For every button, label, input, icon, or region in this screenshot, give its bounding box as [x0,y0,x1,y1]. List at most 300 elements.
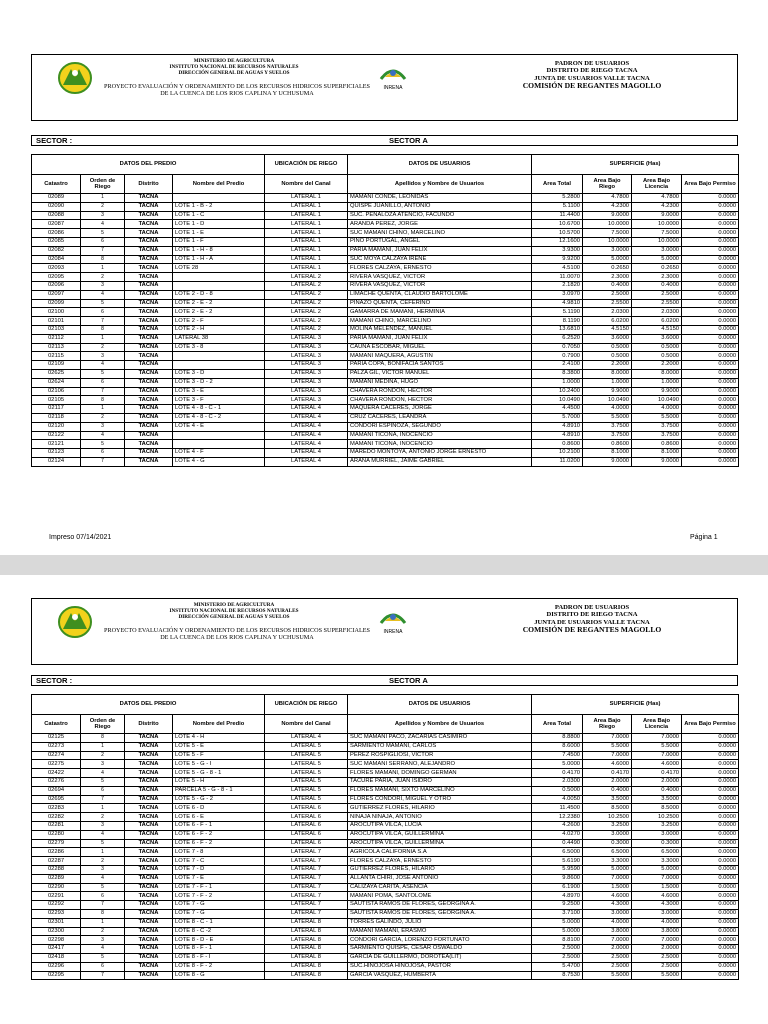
cell-distrito: TACNA [125,909,173,918]
cell-nombre-canal: LATERAL 3 [265,352,348,361]
cell-area-total: 5.9590 [532,865,583,874]
cell-area-licencia: 2.0300 [632,308,682,317]
cell-catastro: 02088 [32,211,81,220]
cell-catastro: 02123 [32,449,81,458]
cell-nombre-predio: LOTE 7 - D [173,865,265,874]
cell-distrito: TACNA [125,804,173,813]
cell-catastro: 02112 [32,334,81,343]
cell-catastro: 02276 [32,777,81,786]
cell-nombre-canal: LATERAL 5 [265,751,348,760]
cell-nombre-predio: LOTE 8 - G [173,971,265,980]
table-row [32,953,739,962]
cell-area-licencia: 3.7500 [632,422,682,431]
cell-catastro: 02281 [32,821,81,830]
cell-usuario: AGRICOLA CALIFORNIA S.A [348,848,532,857]
cell-area-total: 4.5100 [532,264,583,273]
distrito-text: DISTRITO DE RIEGO TACNA [546,67,638,75]
cell-distrito: TACNA [125,839,173,848]
cell-nombre-canal: LATERAL 4 [265,413,348,422]
cell-nombre-canal: LATERAL 7 [265,892,348,901]
cell-orden: 3 [81,865,125,874]
cell-area-riego: 10.0000 [583,237,632,246]
cell-distrito: TACNA [125,378,173,387]
cell-usuario: AROCUTIPA VILCA, GUILLERMINA [348,839,532,848]
cell-area-permiso: 0.0000 [682,387,739,396]
cell-catastro: 02624 [32,378,81,387]
cell-nombre-predio: LOTE 4 - 8 - C - 2 [173,413,265,422]
col-usuario: Apellidos y Nombre de Usuarios [348,715,532,734]
cell-area-riego: 7.0000 [583,734,632,743]
cell-nombre-canal: LATERAL 7 [265,883,348,892]
cell-nombre-predio: LOTE 7 - C [173,857,265,866]
cell-area-total: 8.7530 [532,971,583,980]
cell-catastro: 02286 [32,848,81,857]
cell-area-riego: 7.0000 [583,936,632,945]
cell-distrito: TACNA [125,405,173,414]
table-row [32,334,739,343]
cell-area-permiso: 0.0000 [682,857,739,866]
cell-area-licencia: 4.0000 [632,405,682,414]
cell-usuario: CALIZAYA CARITA, ASENCIA [348,883,532,892]
cell-area-licencia: 4.6000 [632,760,682,769]
cell-usuario: CONDORI GARCIA, LORENZO FORTUNATO [348,936,532,945]
cell-area-permiso: 0.0000 [682,813,739,822]
cell-area-total: 3.7100 [532,909,583,918]
cell-catastro: 02106 [32,387,81,396]
col-area-licencia: Area Bajo Licencia [632,175,682,194]
cell-area-total: 5.0000 [532,927,583,936]
cell-usuario: MAMANI CHINO, MARCELINO [348,317,532,326]
cell-area-licencia: 4.5150 [632,325,682,334]
report-page-2 [0,575,768,1024]
cell-nombre-predio: LOTE 7 - E [173,874,265,883]
cell-orden: 8 [81,325,125,334]
cell-nombre-predio [173,440,265,449]
cell-usuario: SUC MAMANI PACO, ZACARIAS CASIMIRO [348,734,532,743]
cell-orden: 5 [81,777,125,786]
cell-area-licencia: 0.4000 [632,786,682,795]
table-row [32,883,739,892]
cell-orden: 5 [81,953,125,962]
col-orden: Orden de Riego [81,715,125,734]
cell-usuario: FLORES CALZAYA, ERNESTO [348,857,532,866]
cell-area-licencia: 5.0000 [632,865,682,874]
cell-nombre-predio [173,361,265,370]
cell-nombre-canal: LATERAL 7 [265,901,348,910]
table-row [32,936,739,945]
cell-area-permiso: 0.0000 [682,352,739,361]
cell-usuario: FLORES MAMANI, DOMINGO GERMAN [348,769,532,778]
cell-area-riego: 9.0000 [583,457,632,466]
cell-area-riego: 6.5000 [583,848,632,857]
cell-usuario: PEREZ ROSPIGLIOSI, VICTOR [348,751,532,760]
table-row [32,325,739,334]
cell-orden: 4 [81,431,125,440]
cell-nombre-canal: LATERAL 7 [265,874,348,883]
table-row [32,255,739,264]
ministerio-text: MINISTERIO DE AGRICULTURA [193,58,275,64]
cell-area-riego: 5.5000 [583,742,632,751]
cell-usuario: PALZA GIL, VICTOR MANUEL [348,369,532,378]
cell-catastro: 02288 [32,865,81,874]
cell-nombre-predio: PARCELA 5 - G - 8 - 1 [173,786,265,795]
cell-orden: 4 [81,769,125,778]
cell-nombre-canal: LATERAL 1 [265,237,348,246]
cell-area-total: 5.6190 [532,857,583,866]
table-row [32,378,739,387]
cell-area-riego: 2.5000 [583,962,632,971]
cell-area-riego: 8.1000 [583,449,632,458]
table-row [32,804,739,813]
cell-catastro: 02090 [32,202,81,211]
cell-usuario: MAMANI POMA, SANTOLOME [348,892,532,901]
table-row [32,308,739,317]
cell-usuario: PARIA MAMANI, JUAN FELIX [348,246,532,255]
table-row [32,857,739,866]
ministerio-text: MINISTERIO DE AGRICULTURA [193,602,275,608]
table-row [32,962,739,971]
cell-area-permiso: 0.0000 [682,953,739,962]
cell-orden: 6 [81,786,125,795]
table-row [32,830,739,839]
cell-area-total: 6.2520 [532,334,583,343]
cell-nombre-canal: LATERAL 3 [265,387,348,396]
cell-area-permiso: 0.0000 [682,405,739,414]
cell-area-licencia: 2.0000 [632,945,682,954]
table-row [32,369,739,378]
cell-area-total: 2.5000 [532,945,583,954]
table-row [32,220,739,229]
cell-nombre-canal: LATERAL 3 [265,361,348,370]
cell-catastro: 02125 [32,734,81,743]
cell-catastro: 02118 [32,413,81,422]
table-row [32,387,739,396]
cell-nombre-canal: LATERAL 2 [265,325,348,334]
cell-nombre-predio: LOTE 5 - G - 2 [173,795,265,804]
cell-area-riego: 0.5000 [583,352,632,361]
cell-area-licencia: 3.0000 [632,246,682,255]
cell-area-riego: 8.0000 [583,369,632,378]
cell-area-licencia: 5.5000 [632,971,682,980]
cell-nombre-canal: LATERAL 3 [265,396,348,405]
sector-label: SECTOR : [36,136,73,145]
cell-area-licencia: 6.0200 [632,317,682,326]
cell-area-permiso: 0.0000 [682,237,739,246]
cell-catastro: 02293 [32,909,81,918]
cell-area-permiso: 0.0000 [682,777,739,786]
cell-area-riego: 4.7800 [583,194,632,203]
cell-catastro: 02097 [32,290,81,299]
cell-area-permiso: 0.0000 [682,449,739,458]
cell-area-total: 12.2380 [532,813,583,822]
cell-area-licencia: 9.0000 [632,211,682,220]
project-title [92,83,382,97]
cell-orden: 3 [81,821,125,830]
cell-distrito: TACNA [125,953,173,962]
table-row [32,229,739,238]
cell-nombre-predio: LOTE 8 - F - I [173,953,265,962]
cell-orden: 2 [81,202,125,211]
cell-nombre-canal: LATERAL 6 [265,839,348,848]
table-row [32,769,739,778]
table-row [32,786,739,795]
cell-nombre-canal: LATERAL 6 [265,804,348,813]
col-distrito: Distrito [125,715,173,734]
cell-orden: 5 [81,369,125,378]
cell-area-total: 4.0050 [532,795,583,804]
cell-usuario: LIMACHE QUENTA, CLAUDIO BARTOLOME [348,290,532,299]
cell-distrito: TACNA [125,962,173,971]
cell-area-total: 9.9200 [532,255,583,264]
cell-usuario: QUISPE JUANILLO, ANTONIO [348,202,532,211]
cell-orden: 3 [81,352,125,361]
cell-area-permiso: 0.0000 [682,936,739,945]
junta-text: JUNTA DE USUARIOS VALLE TACNA [534,618,650,626]
cell-area-riego: 0.3000 [583,839,632,848]
cell-area-total: 10.6700 [532,220,583,229]
table-row [32,901,739,910]
cell-distrito: TACNA [125,751,173,760]
cell-area-licencia: 2.3000 [632,273,682,282]
cell-nombre-canal: LATERAL 4 [265,440,348,449]
cell-orden: 5 [81,229,125,238]
cell-usuario: PARIA MAMANI, JUAN FELIX [348,334,532,343]
cell-distrito: TACNA [125,237,173,246]
cell-area-licencia: 0.4170 [632,769,682,778]
cell-distrito: TACNA [125,387,173,396]
cell-area-permiso: 0.0000 [682,786,739,795]
cell-orden: 6 [81,892,125,901]
sector-bar-2 [31,675,738,686]
cell-area-total: 10.5700 [532,229,583,238]
cell-area-permiso: 0.0000 [682,229,739,238]
cell-nombre-predio: LOTE 3 - F [173,396,265,405]
cell-orden: 1 [81,334,125,343]
cell-usuario: MAMANI TICONA, INOCENCIO [348,431,532,440]
cell-nombre-canal: LATERAL 3 [265,343,348,352]
cell-area-permiso: 0.0000 [682,246,739,255]
cell-area-riego: 6.0200 [583,317,632,326]
cell-nombre-predio: LOTE 8 - F - 1 [173,945,265,954]
cell-area-total: 2.4100 [532,361,583,370]
ministry-logo-icon [57,605,93,639]
project-line-2: DE LA CUENCA DE LOS RIOS CAPLINA Y UCHUSUMA [160,90,314,98]
cell-distrito: TACNA [125,431,173,440]
table-row [32,927,739,936]
col-area-riego: Area Bajo Riego [583,715,632,734]
cell-catastro: 02115 [32,352,81,361]
cell-usuario: FLORES CONDORI, MIGUEL Y OTRO [348,795,532,804]
cell-nombre-predio: LOTE 1 - H - 8 [173,246,265,255]
cell-area-total: 4.4500 [532,405,583,414]
cell-catastro: 02113 [32,343,81,352]
cell-catastro: 02095 [32,273,81,282]
cell-orden: 2 [81,857,125,866]
cell-catastro: 02089 [32,194,81,203]
cell-distrito: TACNA [125,299,173,308]
cell-area-permiso: 0.0000 [682,343,739,352]
cell-orden: 6 [81,237,125,246]
cell-orden: 6 [81,449,125,458]
cell-area-total: 9.8600 [532,874,583,883]
cell-area-total: 0.7050 [532,343,583,352]
cell-nombre-canal: LATERAL 1 [265,255,348,264]
cell-distrito: TACNA [125,211,173,220]
cell-nombre-predio: LOTE 4 - G [173,457,265,466]
cell-nombre-predio: LOTE 1 - D [173,220,265,229]
cell-area-licencia: 4.7800 [632,194,682,203]
cell-nombre-predio: LOTE 3 - D - 2 [173,378,265,387]
cell-area-riego: 2.5000 [583,953,632,962]
cell-area-licencia: 1.5000 [632,883,682,892]
cell-usuario: MAMANI MEDINA, HUGO [348,378,532,387]
cell-orden: 3 [81,211,125,220]
cell-nombre-predio: LOTE 3 - D [173,369,265,378]
group-predio-header: DATOS DEL PREDIO [32,155,265,175]
sector-value: SECTOR A [389,676,428,685]
table-row [32,874,739,883]
cell-area-total: 5.7000 [532,413,583,422]
cell-distrito: TACNA [125,457,173,466]
cell-area-permiso: 0.0000 [682,734,739,743]
cell-area-permiso: 0.0000 [682,751,739,760]
cell-catastro: 02418 [32,953,81,962]
cell-area-licencia: 3.6000 [632,334,682,343]
cell-area-total: 6.5000 [532,848,583,857]
cell-catastro: 02101 [32,317,81,326]
cell-nombre-canal: LATERAL 5 [265,742,348,751]
cell-nombre-canal: LATERAL 5 [265,760,348,769]
cell-catastro: 02096 [32,281,81,290]
cell-area-licencia: 3.2500 [632,821,682,830]
cell-catastro: 02087 [32,220,81,229]
col-area-licencia: Area Bajo Licencia [632,715,682,734]
cell-area-riego: 10.2500 [583,813,632,822]
cell-nombre-canal: LATERAL 5 [265,777,348,786]
cell-area-licencia: 3.7500 [632,431,682,440]
col-area-permiso: Area Bajo Permiso [682,175,739,194]
cell-area-total: 4.2600 [532,821,583,830]
cell-catastro: 02124 [32,457,81,466]
cell-nombre-canal: LATERAL 5 [265,786,348,795]
cell-catastro: 02109 [32,361,81,370]
cell-area-licencia: 3.3000 [632,857,682,866]
cell-area-total: 2.5000 [532,953,583,962]
cell-nombre-predio: LOTE 8 - D - E [173,936,265,945]
table-row [32,865,739,874]
cell-orden: 5 [81,883,125,892]
junta-text: JUNTA DE USUARIOS VALLE TACNA [534,74,650,82]
cell-distrito: TACNA [125,317,173,326]
cell-orden: 2 [81,273,125,282]
cell-orden: 7 [81,246,125,255]
cell-nombre-predio: LOTE 7 - F - 1 [173,883,265,892]
cell-area-permiso: 0.0000 [682,378,739,387]
cell-area-licencia: 0.5000 [632,343,682,352]
cell-area-riego: 3.7500 [583,431,632,440]
table-row [32,361,739,370]
cell-distrito: TACNA [125,325,173,334]
cell-area-permiso: 0.0000 [682,927,739,936]
cell-usuario: GARCIA VASQUEZ, HUMBERTA [348,971,532,980]
cell-area-total: 0.8600 [532,440,583,449]
table-row [32,760,739,769]
cell-catastro: 02296 [32,962,81,971]
project-line-1: PROYECTO EVALUACIÓN Y ORDENAMIENTO DE LOS RECURSOS HIDRICOS SUPERFICIALES [104,83,370,90]
cell-area-riego: 9.0000 [583,211,632,220]
cell-area-licencia: 7.0000 [632,751,682,760]
cell-area-permiso: 0.0000 [682,883,739,892]
cell-catastro: 02273 [32,742,81,751]
cell-distrito: TACNA [125,848,173,857]
distrito-text: DISTRITO DE RIEGO TACNA [546,611,638,619]
direccion-text: DIRECCIÓN GENERAL DE AGUAS Y SUELOS [178,70,290,76]
cell-area-total: 8.8800 [532,734,583,743]
cell-orden: 1 [81,848,125,857]
cell-area-total: 11.4500 [532,804,583,813]
table-row [32,945,739,954]
table-row [32,413,739,422]
cell-orden: 2 [81,927,125,936]
cell-area-licencia: 7.5000 [632,229,682,238]
cell-distrito: TACNA [125,742,173,751]
cell-usuario: TORRES GALINDO, JULIO [348,918,532,927]
col-area-total: Area Total [532,715,583,734]
cell-nombre-canal: LATERAL 8 [265,936,348,945]
cell-orden: 7 [81,457,125,466]
cell-area-licencia: 5.5000 [632,413,682,422]
cell-nombre-canal: LATERAL 8 [265,927,348,936]
cell-orden: 1 [81,194,125,203]
table-row [32,734,739,743]
cell-area-riego: 2.5000 [583,290,632,299]
col-distrito: Distrito [125,175,173,194]
col-nombre-canal: Nombre del Canal [265,715,348,734]
cell-distrito: TACNA [125,264,173,273]
cell-area-permiso: 0.0000 [682,211,739,220]
cell-area-permiso: 0.0000 [682,220,739,229]
cell-area-permiso: 0.0000 [682,422,739,431]
cell-usuario: SUC. PEÑALOZA ATENCIO, FACUNDO [348,211,532,220]
col-area-riego: Area Bajo Riego [583,175,632,194]
cell-area-riego: 3.5000 [583,795,632,804]
cell-area-permiso: 0.0000 [682,440,739,449]
cell-orden: 2 [81,413,125,422]
table-row [32,352,739,361]
inrena-logo-icon [377,61,409,91]
cell-area-riego: 7.0000 [583,751,632,760]
cell-nombre-predio: LOTE 8 - C - 1 [173,918,265,927]
cell-area-licencia: 3.0000 [632,909,682,918]
cell-catastro: 02082 [32,246,81,255]
cell-catastro: 02287 [32,857,81,866]
cell-area-permiso: 0.0000 [682,892,739,901]
cell-distrito: TACNA [125,352,173,361]
table-row [32,396,739,405]
cell-area-permiso: 0.0000 [682,396,739,405]
cell-nombre-canal: LATERAL 4 [265,431,348,440]
cell-catastro: 02292 [32,901,81,910]
cell-area-total: 4.8910 [532,422,583,431]
group-ubicacion-header: UBICACIÓN DE RIEGO [265,695,348,715]
cell-usuario: SARMIENTO MAMANI, CARLOS [348,742,532,751]
cell-nombre-predio: LOTE 6 - F - 2 [173,830,265,839]
padron-text: PADRON DE USUARIOS [554,60,630,67]
cell-orden: 2 [81,343,125,352]
cell-distrito: TACNA [125,369,173,378]
cell-area-permiso: 0.0000 [682,901,739,910]
cell-area-total: 5.1190 [532,308,583,317]
